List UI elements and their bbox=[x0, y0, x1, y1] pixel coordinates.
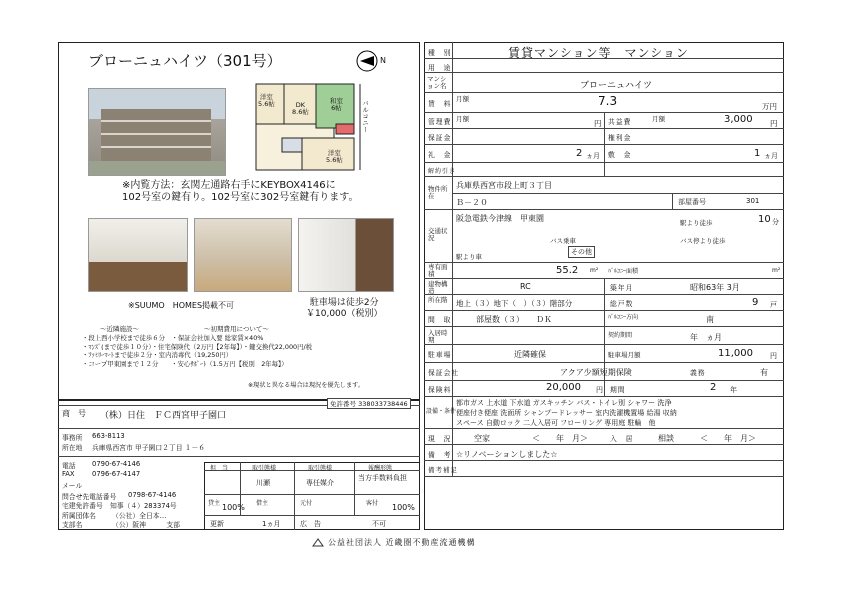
units-value: 9 bbox=[752, 297, 759, 308]
kitchen-photo bbox=[88, 218, 188, 292]
built-label: 築年月 bbox=[610, 284, 634, 292]
branch-label: 支部名 bbox=[62, 521, 83, 529]
staff-head-2: 取引態様 bbox=[252, 465, 277, 472]
obligation-label: 義務 bbox=[690, 369, 706, 377]
washroom-photo bbox=[298, 218, 394, 292]
assoc-value: （公社）全日本… bbox=[112, 512, 167, 520]
license-number: 免許番号 338033738446 bbox=[327, 398, 411, 409]
area-value: 55.2 bbox=[556, 265, 579, 276]
type-value: 賃貸マンション等 マンション bbox=[508, 46, 689, 60]
contract-label: 契約期間 bbox=[608, 332, 633, 339]
room-label-4: 洋室 5.6帖 bbox=[326, 149, 343, 164]
loc-label: 物件所在 bbox=[428, 185, 448, 200]
building-photo bbox=[88, 88, 226, 176]
room-label-2: DK 8.6帖 bbox=[292, 101, 309, 116]
parking-fee-yen: 円 bbox=[770, 352, 777, 360]
mgmt-yen: 円 bbox=[594, 119, 602, 128]
term-unit: 年 bbox=[730, 386, 737, 394]
structure-value: RC bbox=[520, 282, 531, 291]
fax-label: FAX bbox=[62, 470, 75, 478]
status-label: 現 況 bbox=[428, 435, 452, 443]
assoc-label: 所属団体名 bbox=[62, 512, 96, 520]
rent-value: 7.3 bbox=[598, 94, 618, 108]
move-label: 入 居 bbox=[610, 435, 634, 443]
key-money-value: 2 bbox=[576, 148, 583, 159]
units-label: 総戸数 bbox=[610, 300, 634, 308]
remarks2-label: 備考補足 bbox=[428, 466, 458, 474]
trader-label: 商 号 bbox=[62, 409, 86, 418]
term-value: 2 bbox=[710, 382, 717, 393]
rights-label: 権利金 bbox=[608, 134, 632, 142]
cancel-label: 解約引き bbox=[428, 168, 457, 175]
association-logo-icon bbox=[312, 538, 324, 547]
status-date: ＜ 年 月＞ bbox=[532, 434, 588, 443]
deal-type: 専任媒介 bbox=[306, 479, 334, 487]
room-label-3: 和室 6帖 bbox=[330, 97, 343, 112]
compass-icon bbox=[356, 50, 378, 72]
ratio-borrower-label: 借主 bbox=[256, 500, 269, 507]
contact-value: 0798-67-4146 bbox=[128, 491, 177, 499]
floor-value: 地上（３）地下（ ）（３）階部分 bbox=[456, 299, 573, 308]
suumo-note: ※SUUMO HOMES掲載不可 bbox=[128, 301, 235, 310]
ad-value: 不可 bbox=[372, 520, 386, 528]
notes-text: ・段上西小学校まで徒歩６分 ・保証会社加入要 総家賃×40% ・ﾏﾝｽﾞ(まで徒歩１０分）・住宅保険代（2万円【2年毎】）・鍵交換代22,000円/税 ・ﾌｧﾐﾘｰﾏｰﾄまで徒歩２分・室内消毒代（19,250円） ・コープ甲東園まで１２分 ・安心ｻﾎﾟｰﾄ（1.5万円【税別 2年毎】） bbox=[82, 334, 313, 368]
parking-fee-label: 駐車場月額 bbox=[608, 351, 641, 359]
viewing-note: ※内覧方法：玄関左通路右手にKEYBOX4146に 102号室の鍵有り。102号室に302号室鍵有ります。 bbox=[122, 180, 359, 203]
bus-stop-label: バス停より徒歩 bbox=[680, 237, 726, 245]
room-label-1: 洋室 5.6帖 bbox=[258, 93, 275, 108]
contact-label: 問合せ先電話番号 bbox=[62, 493, 117, 501]
parking-value: 近隣確保 bbox=[514, 350, 546, 359]
name-label: マンション名 bbox=[427, 75, 447, 90]
move-value: 相談 bbox=[658, 434, 674, 443]
other-label: その他 bbox=[568, 246, 595, 258]
walk-unit: 分 bbox=[772, 218, 779, 226]
tel-label: 電話 bbox=[62, 462, 76, 470]
distance-label: 駅より車 bbox=[456, 253, 482, 261]
mgmt-sub: 月額 bbox=[456, 115, 469, 123]
ratio-origin-label: 元付 bbox=[300, 500, 313, 507]
shiki-label: 敷 金 bbox=[608, 151, 632, 159]
walk-label: 駅より徒歩 bbox=[680, 219, 713, 227]
walk-value: 10 bbox=[758, 214, 771, 225]
property-title: ブローニュハイツ（301号） bbox=[88, 52, 282, 70]
obligation-value: 有 bbox=[760, 368, 768, 377]
floor-label: 所在階 bbox=[428, 296, 448, 304]
rent-sub: 月額 bbox=[456, 95, 469, 103]
occupy-label: 入居時期 bbox=[428, 329, 448, 344]
parking-label: 駐車場 bbox=[428, 351, 452, 359]
shiki-value: 1 bbox=[754, 148, 761, 159]
ratio-client-label: 客付 bbox=[366, 500, 379, 507]
area-unit: m² bbox=[590, 267, 599, 274]
insurance-label: 保険料 bbox=[428, 386, 452, 394]
name-value: ブローニュハイツ bbox=[580, 81, 653, 91]
use-label: 用 途 bbox=[428, 64, 452, 72]
insurance-yen: 円 bbox=[596, 386, 603, 394]
type-label: 種 別 bbox=[428, 49, 452, 57]
staff-person: 川瀬 bbox=[256, 479, 270, 487]
move-date: ＜ 年 月＞ bbox=[700, 434, 756, 443]
common-label: 共益費 bbox=[608, 118, 632, 126]
ad-label: 広 告 bbox=[300, 520, 321, 528]
balcony-area-unit: m² bbox=[772, 267, 781, 274]
layout-value: 部屋数（３） ＤＫ bbox=[476, 315, 552, 324]
guarantor-label: 保証会社 bbox=[428, 369, 460, 377]
bus-label: バス乗車 bbox=[550, 237, 576, 245]
license2-label: 宅建免許番号 bbox=[62, 502, 103, 510]
block-value: Ｂ－２０ bbox=[456, 198, 488, 207]
fee-type: 当方手数料負担 bbox=[358, 474, 407, 482]
mail-label: メール bbox=[62, 482, 83, 490]
license2-value: 知事（４）283374号 bbox=[110, 502, 177, 510]
facility-list: 都市ガス 上水道 下水道 ガスキッチン バス・トイレ別 シャワー 洗浄 便座付き便座 洗面所 シャンプードレッサー 室内洗濯機置場 給湯 収納 スペース 自動ロック 二人入居可 フローリング 専用庭 駐輪 他 bbox=[456, 399, 677, 427]
insurance-value: 20,000 bbox=[546, 382, 581, 393]
units-unit: 戸 bbox=[770, 301, 777, 309]
ratio-lender-label: 貸主 bbox=[208, 500, 221, 507]
mgmt-label: 管理費 bbox=[428, 118, 452, 126]
footer-org: 公益社団法人 近畿圏不動産流通機構 bbox=[328, 538, 476, 547]
update-label: 更新 bbox=[210, 520, 224, 528]
key-money-label: 礼 金 bbox=[428, 151, 452, 159]
office-zip: 663-8113 bbox=[92, 432, 125, 440]
staff-head-3: 取引態様 bbox=[308, 465, 333, 472]
remarks-value: ☆リノベーションしました☆ bbox=[456, 450, 558, 459]
notes-footer: ※現状と異なる場合は現況を優先します。 bbox=[248, 382, 365, 389]
office-label: 事務所 bbox=[62, 434, 83, 442]
rent-unit: 万円 bbox=[762, 102, 777, 111]
fax-value: 0796-67-4147 bbox=[92, 470, 141, 478]
term-label: 期間 bbox=[610, 386, 626, 394]
rent-label: 賃 料 bbox=[428, 100, 452, 108]
trader-name: （株）日住 ＦＣ西宮甲子園口 bbox=[100, 411, 227, 421]
balcony-area-label: ﾊﾞﾙｺﾆｰ面積 bbox=[608, 268, 639, 275]
area-label: 専有面積 bbox=[428, 263, 448, 278]
ratio-lender: 100% bbox=[222, 503, 245, 512]
address-value: 兵庫県西宮市 甲子園口２丁目 １－６ bbox=[92, 444, 206, 452]
compass-label: N bbox=[380, 56, 386, 65]
deposit-label: 保証金 bbox=[428, 134, 452, 142]
staff-head-4: 報酬形態 bbox=[368, 465, 393, 472]
staff-head-1: 担 当 bbox=[210, 465, 229, 472]
layout-label: 間 取 bbox=[428, 316, 452, 324]
room-no-value: 301 bbox=[746, 197, 760, 205]
parking-fee-value: 11,000 bbox=[718, 348, 753, 359]
remarks-label: 備 考 bbox=[428, 451, 452, 459]
room-no-label: 部屋番号 bbox=[678, 198, 706, 206]
traffic-label: 交通状況 bbox=[428, 227, 448, 242]
key-money-unit: ヵ月 bbox=[586, 152, 600, 160]
parking-note: 駐車場は徒歩2分 ￥10,000（税別） bbox=[306, 298, 383, 319]
contract-value: 年 ヵ月 bbox=[690, 333, 722, 342]
facility-label: 設備・条件 bbox=[426, 408, 457, 415]
structure-label: 建物構造 bbox=[428, 280, 448, 295]
built-value: 昭和63年 3月 bbox=[690, 283, 740, 292]
shiki-unit: ヵ月 bbox=[764, 152, 778, 160]
branch-value: （公）阪神 支部 bbox=[112, 521, 180, 529]
update-value: 1ヵ月 bbox=[262, 520, 281, 528]
common-sub: 月額 bbox=[652, 115, 665, 123]
common-yen: 円 bbox=[770, 119, 778, 128]
balcony-label: バルコニー bbox=[361, 100, 369, 133]
balcony-dir-label: ﾊﾞﾙｺﾆｰ方向 bbox=[608, 314, 639, 321]
address-label: 所在地 bbox=[62, 444, 83, 452]
guarantor-value: アクア少額短期保険 bbox=[560, 368, 632, 377]
station-value: 阪急電鉄今津線 甲東園 bbox=[456, 214, 544, 223]
tel-value: 0790-67-4146 bbox=[92, 460, 141, 468]
balcony-dir-value: 南 bbox=[706, 315, 714, 324]
bathroom-photo bbox=[194, 218, 292, 292]
status-value: 空家 bbox=[474, 434, 490, 443]
near-label: 〜近隣施設〜 bbox=[100, 325, 139, 333]
initial-cost-label: 〜初期費用について〜 bbox=[204, 325, 269, 333]
common-value: 3,000 bbox=[724, 114, 753, 125]
ratio-client: 100% bbox=[392, 503, 415, 512]
loc-value: 兵庫県西宮市段上町３丁目 bbox=[456, 181, 552, 190]
